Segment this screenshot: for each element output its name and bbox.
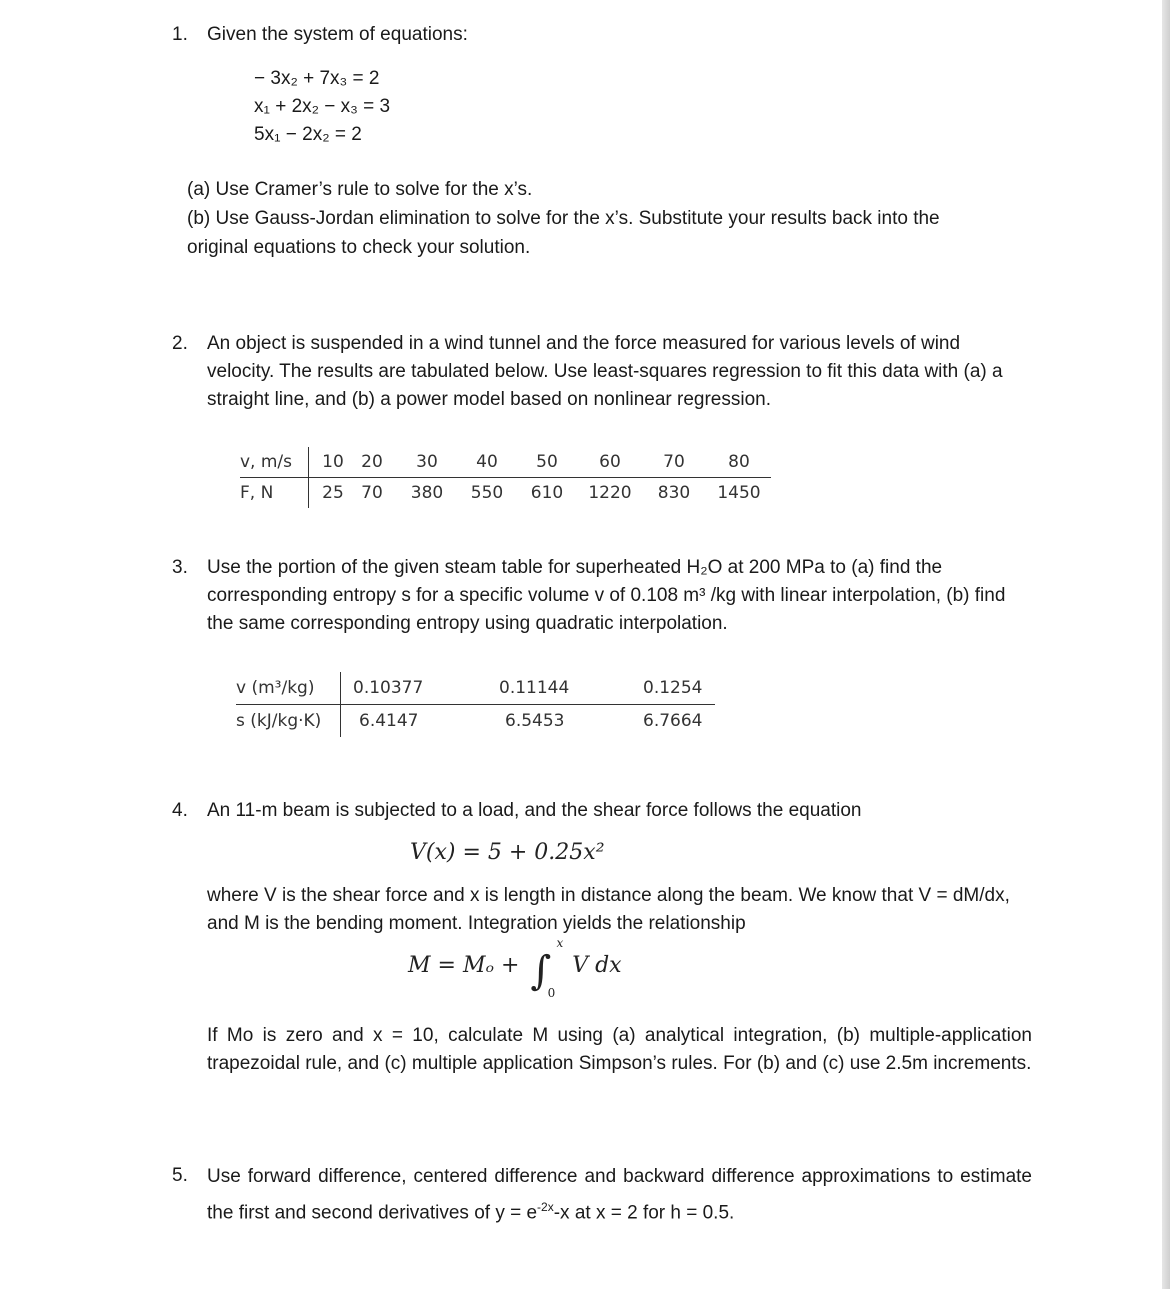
lower-limit: 0 — [547, 986, 556, 1000]
table-cell: 6.5453 — [505, 711, 565, 731]
part-b: (b) Use Gauss-Jordan elimination to solve for the x’s. Substitute your results back into the original equations to check your solution. — [187, 208, 940, 258]
question-4-closing — [172, 1022, 1032, 1078]
equation-3: 5x₁ − 2x₂ = 2 — [254, 124, 362, 145]
equation-2: x₁ + 2x₂ − x₃ = 3 — [254, 96, 391, 117]
table-cell: 1450 — [717, 483, 761, 503]
table-cell: 60 — [579, 447, 641, 478]
row-label: s (kJ/kg·K) — [236, 711, 322, 731]
table-cell: 40 — [459, 447, 515, 478]
question-intro: Given the system of equations: — [207, 24, 468, 45]
upper-limit: x — [556, 936, 564, 950]
question-number: 3. — [172, 557, 188, 578]
table-cell: 1220 — [588, 483, 632, 503]
question-text — [207, 1162, 1032, 1228]
table-cell: 10 — [309, 447, 350, 478]
table-cell: 0.10377 — [341, 672, 500, 705]
question-number: 2. — [172, 333, 188, 354]
question-4-mid — [172, 882, 1032, 938]
question-text: An object is suspended in a wind tunnel and the force measured for various levels of wind velocity. The results are tabulated below. Use least-squares regression to fit this data with (a) a straight line, and (b) a power model based on nonlinear regression. — [207, 333, 1003, 410]
part-a: (a) Use Cramer’s rule to solve for the x’s. — [187, 179, 533, 200]
table-cell: 0.11144 — [499, 672, 643, 705]
integral-sign: ∫ x 0 — [530, 936, 564, 1000]
table-cell: 20 — [349, 447, 395, 478]
table-cell: 830 — [657, 483, 691, 503]
equation-left: M = Mₒ + — [408, 953, 520, 978]
table-cell: 610 — [530, 483, 564, 503]
question-4 — [172, 797, 1032, 825]
table-cell: 550 — [470, 483, 504, 503]
row-label: F, N — [240, 483, 274, 503]
table-cell: 0.1254 — [643, 672, 715, 705]
question-intro: An 11-m beam is subjected to a load, and the shear force follows the equation — [207, 800, 862, 821]
question-number: 4. — [172, 800, 188, 821]
shear-force-equation: V(x) = 5 + 0.25x² — [410, 840, 605, 865]
table-cell: 50 — [515, 447, 579, 478]
exponent: -2x — [537, 1200, 554, 1214]
table-cell: 380 — [410, 483, 444, 503]
moment-integral-equation — [408, 936, 622, 1008]
question-2 — [172, 330, 1032, 414]
page-edge-shadow — [1162, 0, 1170, 1289]
row-label: v, m/s — [240, 447, 309, 478]
table-cell: 25 — [309, 478, 350, 509]
question-text: where V is the shear force and x is length in distance along the beam. We know that V = dM/dx, and M is the bending moment. Integration yields the relationship — [207, 885, 1010, 934]
table-cell: 6.7664 — [643, 711, 703, 731]
equation-right: V dx — [572, 953, 622, 978]
question-text: If Mo is zero and x = 10, calculate M using (a) analytical integration, (b) multiple-application trapezoidal rule, and (c) multiple application Simpson’s rules. For (b) and (c) use 2.5m increments. — [207, 1025, 1032, 1074]
wind-tunnel-table — [240, 447, 771, 508]
text-after: -x at x = 2 for h = 0.5. — [553, 1202, 735, 1224]
question-5 — [172, 1162, 1032, 1228]
table-cell: 30 — [395, 447, 459, 478]
text-before: Use forward difference, centered difference and backward difference approximations to estimate the first and second derivatives of y = e — [207, 1166, 1032, 1224]
question-3 — [172, 554, 1032, 638]
row-label: v (m³/kg) — [236, 672, 341, 705]
question-number: 1. — [172, 24, 188, 45]
table-cell: 80 — [707, 447, 771, 478]
equation-system — [254, 65, 1032, 149]
question-1 — [172, 21, 1032, 262]
steam-table — [236, 672, 715, 737]
question-number: 5. — [172, 1165, 188, 1186]
table-cell: 70 — [641, 447, 707, 478]
question-text: Use the portion of the given steam table for superheated H₂O at 200 MPa to (a) find the corresponding entropy s for a specific volume v of 0.108 m³ /kg with linear interpolation, (b) find the same corresponding entropy using quadratic interpolation. — [207, 557, 1006, 634]
table-cell: 70 — [361, 483, 383, 503]
table-cell: 6.4147 — [341, 705, 500, 738]
equation-1: − 3x₂ + 7x₃ = 2 — [254, 68, 380, 89]
